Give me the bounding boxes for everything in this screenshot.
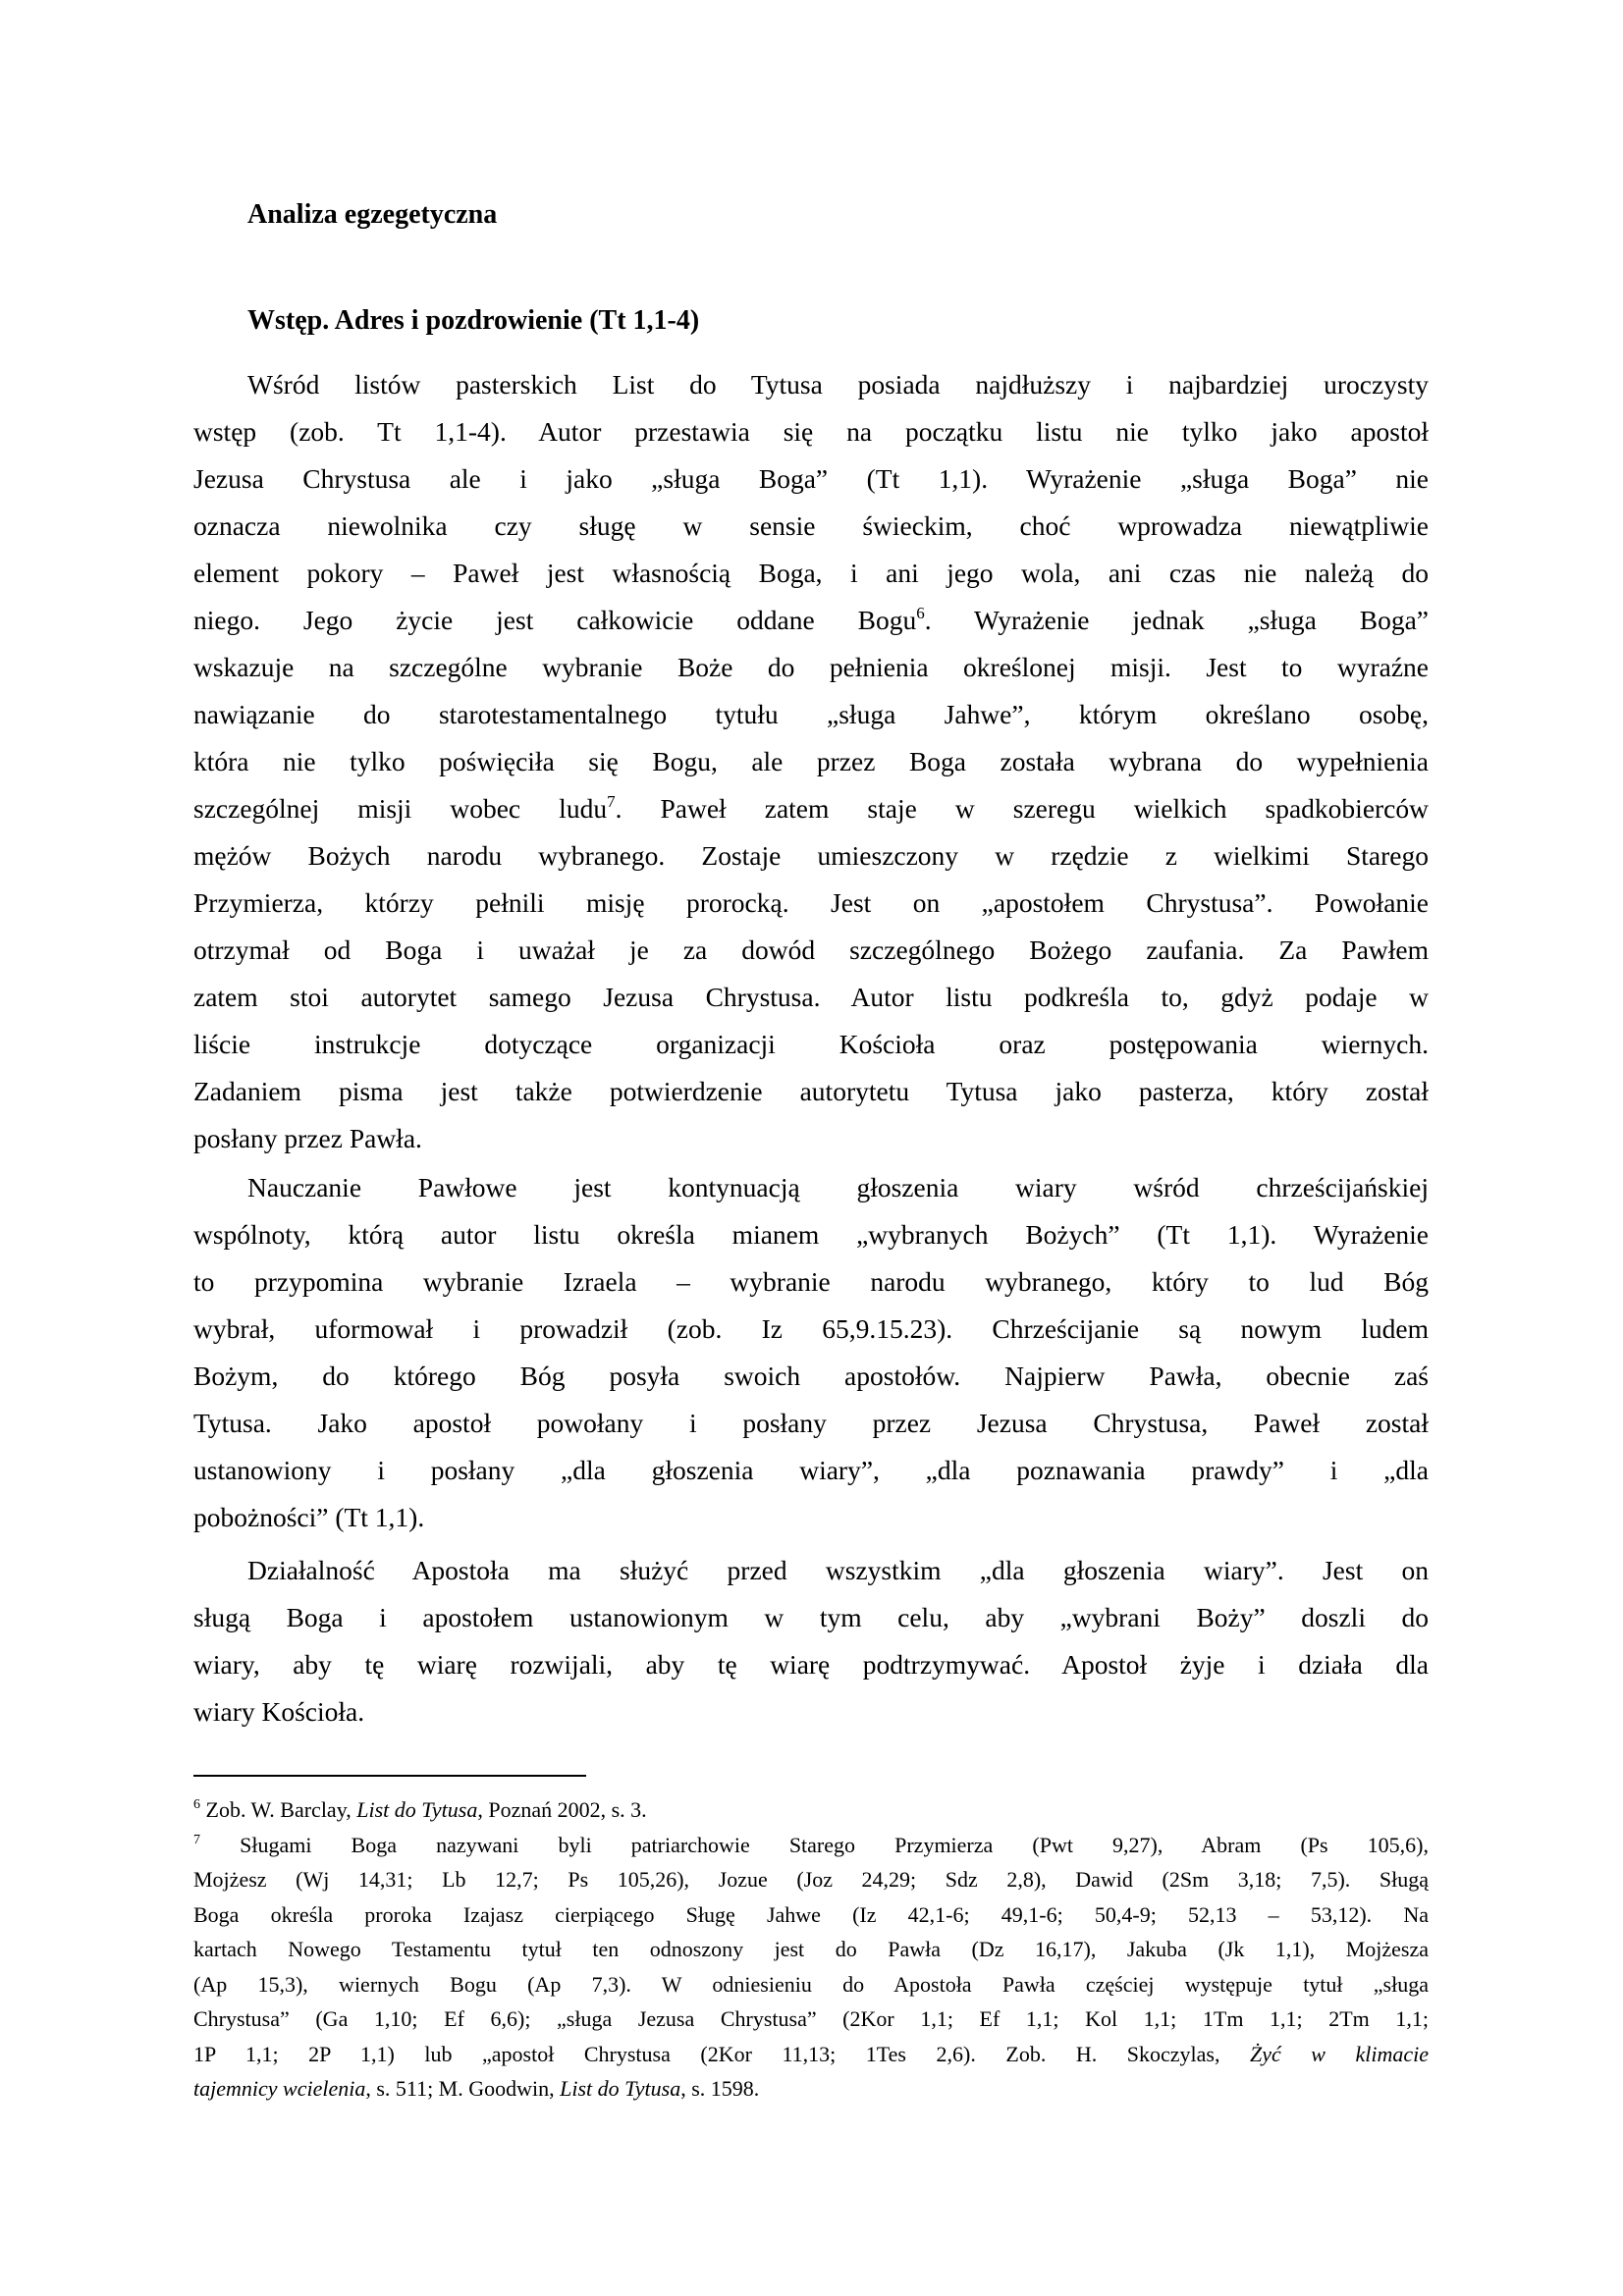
text-run: mężów Bożych narodu wybranego. Zostaje umieszczony w rzędzie z wielkimi Starego <box>193 840 1429 871</box>
footnote-separator <box>193 1775 586 1777</box>
text-line <box>193 785 1429 832</box>
text-run: szczególnej misji wobec ludu <box>193 793 608 824</box>
text-run: posłany przez Pawła. <box>193 1123 422 1153</box>
footnote-line <box>193 1862 1429 1897</box>
text-line <box>193 455 1429 503</box>
footnote-line <box>193 1897 1429 1933</box>
text-run: otrzymał od Boga i uważał je za dowód szczególnego Bożego zaufania. Za Pawłem <box>193 934 1429 965</box>
text-run: wybrał, uformował i prowadził (zob. Iz 65,9.15.23). Chrześcijanie są nowym ludem <box>193 1313 1429 1344</box>
text-run: Nauczanie Pawłowe jest kontynuacją głoszenia wiary wśród chrześcijańskiej <box>247 1172 1429 1202</box>
text-run: , s. 1598. <box>680 2076 760 2101</box>
text-run: Boga określa proroka Izajasz cierpiącego Sługę Jahwe (Iz 42,1-6; 49,1-6; 50,4-9; 52,13 – 53,12). Na <box>193 1901 1429 1927</box>
section-heading: Wstęp. Adres i pozdrowienie (Tt 1,1-4) <box>247 305 700 336</box>
footnote-line <box>193 1967 1429 2002</box>
text-run: Sługami Boga nazywani byli patriarchowie Starego Przymierza (Pwt 9,27), Abram (Ps 105,6), <box>200 1832 1429 1857</box>
footnote-line <box>193 1828 1429 1863</box>
text-run: która nie tylko poświęciła się Bogu, ale przez Boga została wybrana do wypełnienia <box>193 746 1429 776</box>
text-run: . Paweł zatem staje w szeregu wielkich spadkobierców <box>615 793 1429 824</box>
footnote-6 <box>193 1792 1429 1828</box>
text-line <box>193 1211 1429 1258</box>
text-run: Chrystusa” (Ga 1,10; Ef 6,6); „sługa Jezusa Chrystusa” (2Kor 1,1; Ef 1,1; Kol 1,1; 1Tm 1,1; 2Tm 1,1; <box>193 2006 1429 2031</box>
text-line <box>193 408 1429 455</box>
body-paragraph <box>193 361 1429 1162</box>
text-line <box>193 1400 1429 1447</box>
text-line <box>193 880 1429 927</box>
text-run: , s. 511; M. Goodwin, <box>365 2076 561 2101</box>
text-line <box>193 550 1429 597</box>
text-run: oznacza niewolnika czy sługę w sensie świeckim, choć wprowadza niewątpliwie <box>193 510 1429 541</box>
text-run: wstęp (zob. Tt 1,1-4). Autor przestawia się na początku listu nie tylko jako apostoł <box>193 416 1429 447</box>
footnote-reference: 6 <box>193 1797 200 1812</box>
text-run: wiary Kościoła. <box>193 1696 365 1727</box>
text-run: Tytusa. Jako apostoł powołany i posłany przez Jezusa Chrystusa, Paweł został <box>193 1408 1429 1438</box>
text-line <box>193 738 1429 785</box>
text-run: Działalność Apostoła ma służyć przed wszystkim „dla głoszenia wiary”. Jest on <box>247 1555 1429 1585</box>
footnote-line <box>193 2037 1429 2072</box>
page-title: Analiza egzegetyczna <box>247 199 498 230</box>
footnote-7 <box>193 1828 1429 2107</box>
text-run: , Poznań 2002, s. 3. <box>477 1797 647 1822</box>
text-line <box>193 1258 1429 1306</box>
text-run: element pokory – Paweł jest własnością Boga, i ani jego wola, ani czas nie należą do <box>193 558 1429 588</box>
text-run: 1P 1,1; 2P 1,1) lub „apostoł Chrystusa (2Kor 11,13; 1Tes 2,6). Zob. H. Skoczylas, <box>193 2041 1250 2066</box>
text-run: kartach Nowego Testamentu tytuł ten odnoszony jest do Pawła (Dz 16,17), Jakuba (Jk 1,1), Mojżesza <box>193 1937 1429 1961</box>
text-run: zatem stoi autorytet samego Jezusa Chrystusa. Autor listu podkreśla to, gdyż podaje w <box>193 982 1429 1012</box>
text-line <box>193 927 1429 974</box>
text-run: Mojżesz (Wj 14,31; Lb 12,7; Ps 105,26), Jozue (Joz 24,29; Sdz 2,8), Dawid (2Sm 3,18; 7,5). Sługą <box>193 1867 1429 1892</box>
text-line <box>193 597 1429 644</box>
text-run: liście instrukcje dotyczące organizacji Kościoła oraz postępowania wiernych. <box>193 1029 1429 1059</box>
text-run: wspólnoty, którą autor listu określa mianem „wybranych Bożych” (Tt 1,1). Wyrażenie <box>193 1219 1429 1250</box>
footnotes <box>193 1792 1429 2107</box>
italic-title-text: tajemnicy wcielenia <box>193 2076 366 2101</box>
text-run: wiary, aby tę wiarę rozwijali, aby tę wiarę podtrzymywać. Apostoł żyje i działa dla <box>193 1649 1429 1680</box>
text-line <box>193 1164 1429 1211</box>
text-line <box>193 691 1429 738</box>
text-line <box>193 1021 1429 1068</box>
footnote-reference: 7 <box>607 792 616 811</box>
text-run: nawiązanie do starotestamentalnego tytułu „sługa Jahwe”, którym określano osobę, <box>193 699 1429 729</box>
text-run: Jezusa Chrystusa ale i jako „sługa Boga” (Tt 1,1). Wyrażenie „sługa Boga” nie <box>193 463 1429 494</box>
text-run: (Ap 15,3), wiernych Bogu (Ap 7,3). W odniesieniu do Apostoła Pawła częściej występuje tytuł „sługa <box>193 1971 1429 1997</box>
text-run: niego. Jego życie jest całkowicie oddane Bogu <box>193 605 917 635</box>
text-run: to przypomina wybranie Izraela – wybranie narodu wybranego, który to lud Bóg <box>193 1266 1429 1297</box>
footnote-line <box>193 2002 1429 2037</box>
text-run: Wśród listów pasterskich List do Tytusa posiada najdłuższy i najbardziej uroczysty <box>247 369 1429 400</box>
text-line <box>193 644 1429 691</box>
text-line <box>193 361 1429 408</box>
footnote-line <box>193 1932 1429 1967</box>
text-run: pobożności” (Tt 1,1). <box>193 1502 425 1532</box>
text-line <box>193 1306 1429 1353</box>
text-line <box>193 1594 1429 1641</box>
text-line <box>193 1068 1429 1115</box>
italic-title-text: List do Tytusa <box>560 2076 681 2101</box>
text-line <box>193 503 1429 550</box>
text-run: sługą Boga i apostołem ustanowionym w tym celu, aby „wybrani Boży” doszli do <box>193 1602 1429 1632</box>
italic-title-text: List do Tytusa <box>356 1797 478 1822</box>
text-line <box>193 832 1429 880</box>
text-line <box>193 1353 1429 1400</box>
footnote-reference: 6 <box>916 604 925 622</box>
body-paragraph <box>193 1547 1429 1735</box>
text-line <box>193 1547 1429 1594</box>
italic-title-text: Żyć w klimacie <box>1249 2041 1429 2066</box>
footnote-reference: 7 <box>193 1832 200 1847</box>
text-run: . Wyrażenie jednak „sługa Boga” <box>924 605 1429 635</box>
text-run: Bożym, do którego Bóg posyła swoich apostołów. Najpierw Pawła, obecnie zaś <box>193 1361 1429 1391</box>
text-line <box>193 1447 1429 1494</box>
text-run: Zob. W. Barclay, <box>200 1797 357 1822</box>
text-run: ustanowiony i posłany „dla głoszenia wiary”, „dla poznawania prawdy” i „dla <box>193 1455 1429 1485</box>
footnote-line <box>193 2071 1429 2107</box>
text-line <box>193 1494 1429 1541</box>
text-run: Zadaniem pisma jest także potwierdzenie autorytetu Tytusa jako pasterza, który został <box>193 1076 1429 1106</box>
text-line <box>193 974 1429 1021</box>
footnote-line <box>193 1792 1429 1828</box>
body-paragraph <box>193 1164 1429 1541</box>
text-run: wskazuje na szczególne wybranie Boże do pełnienia określonej misji. Jest to wyraźne <box>193 652 1429 682</box>
text-line <box>193 1641 1429 1688</box>
text-run: Przymierza, którzy pełnili misję prorocką. Jest on „apostołem Chrystusa”. Powołanie <box>193 887 1429 918</box>
text-line <box>193 1115 1429 1162</box>
text-line <box>193 1688 1429 1735</box>
